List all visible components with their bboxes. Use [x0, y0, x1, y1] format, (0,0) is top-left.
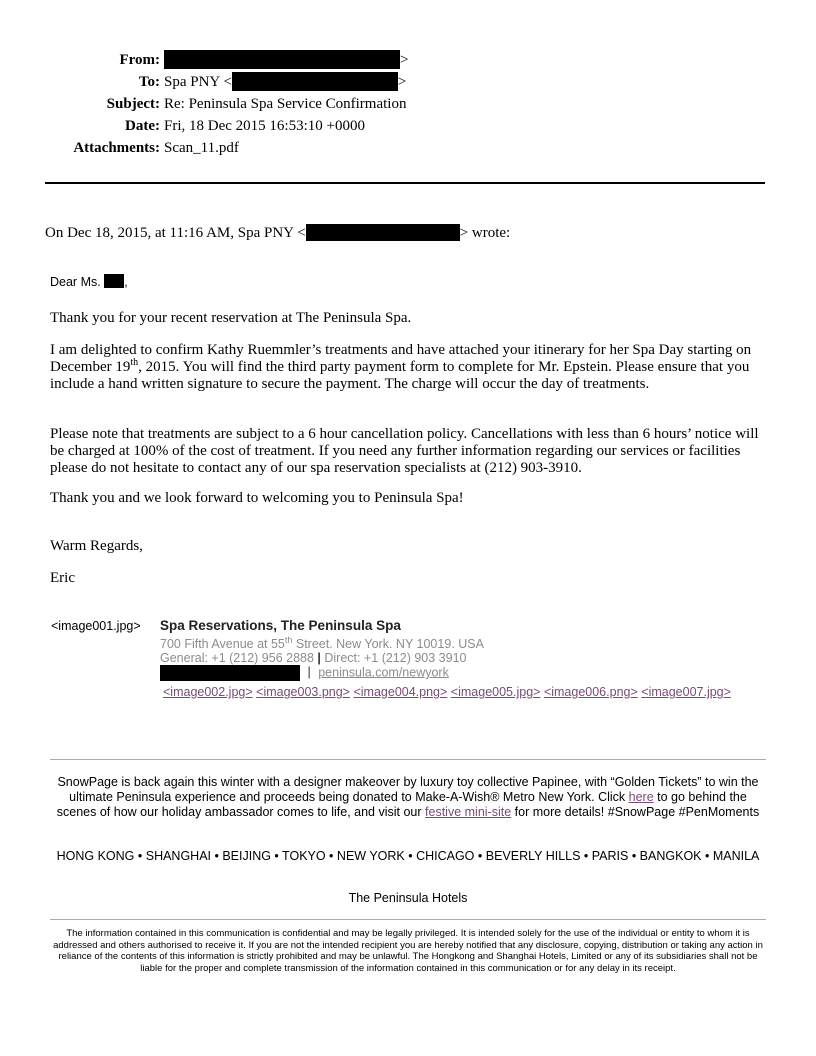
signature-block: [0, 615, 816, 705]
image-links: [163, 685, 731, 699]
image005-link[interactable]: <image005.jpg>: [450, 685, 541, 699]
quote-intro: [45, 223, 510, 243]
redacted-spa-email: [306, 224, 460, 241]
quote-intro-suffix: > wrote:: [459, 225, 511, 241]
promo-text: SnowPage is back again this winter with a designer makeover by luxury toy collective Papinee, with “Golden Tickets” to win the ultimate Peninsula experience and proceeds being donated to Make-A-Wish® Metro New York. Click here to go behind the scenes of how our holiday ambassador comes to life, and visit our festive mini-site for more details! #SnowPage #PenMoments: [56, 775, 760, 819]
signature-phones: General: +1 (212) 956 2888 | Direct: +1 (212) 903 3910: [160, 651, 467, 665]
greeting: [50, 274, 128, 290]
attachments-row: [0, 140, 760, 162]
attachments-label: Attachments:: [73, 140, 160, 156]
greeting-suffix: ,: [124, 275, 128, 289]
redacted-sender: [164, 50, 400, 69]
to-prefix: Spa PNY <: [164, 74, 232, 90]
image007-link[interactable]: <image007.jpg>: [641, 685, 731, 699]
image004-link[interactable]: <image004.png>: [353, 685, 448, 699]
date-value: Fri, 18 Dec 2015 16:53:10 +0000: [164, 118, 365, 134]
attachment-file[interactable]: Scan_11.pdf: [164, 140, 239, 156]
date-label: Date:: [125, 118, 160, 134]
disclaimer: The information contained in this communication is confidential and may be legally privileged. It is intended solely for the use of the individual or entity to whom it is addressed and others authorised to receive it. If you are not the intended recipient you are hereby notified that any disclosure, copying, distribution or taking any action in reliance of the contents of this information is strictly prohibited and may be unlawful. The Hongkong and Shanghai Hotels, Limited or any of its subsidiaries shall not be liable for the proper and complete transmission of the information contained in this communication or for any delay in its receipt.: [53, 928, 763, 974]
to-row: [0, 74, 760, 96]
sender-name: Eric: [50, 570, 75, 586]
signature-address: 700 Fifth Avenue at 55th Street. New York. NY 10019. USA: [160, 634, 484, 651]
image003-link[interactable]: <image003.png>: [256, 685, 350, 699]
header-divider: [45, 182, 765, 184]
email-header: [0, 52, 816, 172]
redacted-name: [104, 274, 124, 288]
closing: Warm Regards,: [50, 538, 143, 554]
redacted-recipient-email: [232, 72, 398, 91]
city-list: HONG KONG • SHANGHAI • BEIJING • TOKYO • NEW YORK • CHICAGO • BEVERLY HILLS • PARIS • BANGKOK • MANILA: [56, 849, 760, 863]
to-label: To:: [138, 74, 160, 90]
brand-name: The Peninsula Hotels: [348, 891, 468, 905]
logo-image-placeholder: <image001.jpg>: [51, 619, 141, 633]
from-suffix: >: [400, 52, 409, 68]
subject-value: Re: Peninsula Spa Service Confirmation: [164, 96, 407, 112]
subject-label: Subject:: [106, 96, 160, 112]
footer-divider-bottom: [50, 919, 766, 920]
signature-title: Spa Reservations, The Peninsula Spa: [160, 618, 401, 633]
body-paragraph-2: I am delighted to confirm Kathy Ruemmler’s treatments and have attached your itinerary for her Spa Day starting on December 19th, 2015. You will find the third party payment form to complete for Mr. Epstein. Please ensure that you include a hand written signature to secure the payment. The charge will occur the day of treatments.: [50, 342, 752, 392]
image002-link[interactable]: <image002.jpg>: [163, 685, 253, 699]
body-paragraph-1: Thank you for your recent reservation at The Peninsula Spa.: [50, 310, 412, 326]
website-link[interactable]: peninsula.com/newyork: [318, 665, 449, 680]
greeting-prefix: Dear Ms.: [50, 275, 105, 289]
body-paragraph-3: Please note that treatments are subject to a 6 hour cancellation policy. Cancellations with less than 6 hours’ notice will be charged at 100% of the cost of treatment. If you need any further information regarding our services or facilities please do not hesitate to contact any of our spa reservation specialists at (212) 903-3910.: [50, 426, 759, 476]
redacted-email: [160, 665, 300, 681]
here-link[interactable]: here: [628, 790, 654, 804]
festive-mini-site-link[interactable]: festive mini-site: [425, 805, 512, 819]
footer-divider-top: [50, 759, 766, 760]
signature-web-row: | peninsula.com/newyork: [160, 665, 449, 681]
quote-intro-prefix: On Dec 18, 2015, at 11:16 AM, Spa PNY <: [45, 225, 306, 241]
body-paragraph-4: Thank you and we look forward to welcoming you to Peninsula Spa!: [50, 490, 464, 506]
date-row: [0, 118, 760, 140]
to-suffix: >: [397, 74, 407, 90]
subject-row: [0, 96, 760, 118]
from-label: From:: [119, 52, 160, 68]
from-row: [0, 52, 760, 74]
image006-link[interactable]: <image006.png>: [543, 685, 638, 699]
